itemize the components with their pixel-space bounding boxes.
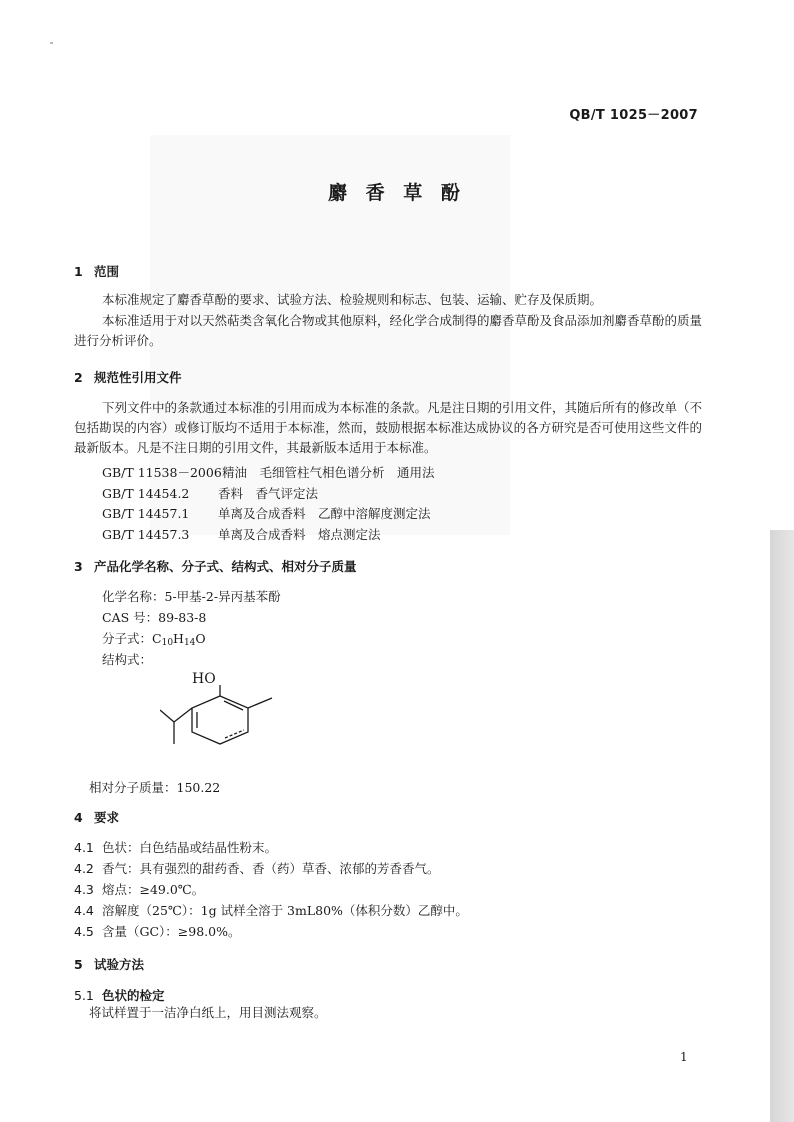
section-number: 5 <box>74 957 83 972</box>
requirement-item <box>74 838 277 856</box>
requirement-item <box>74 880 204 898</box>
requirement-number: 4.3 <box>74 882 94 897</box>
requirement-text: 含量（GC）：≥98.0%。 <box>102 924 241 939</box>
isopropyl-bond <box>174 708 192 722</box>
requirement-text: 香气：具有强烈的甜药香、香（药）草香、浓郁的芳香香气。 <box>102 861 440 876</box>
molecular-mass: 相对分子质量：150.22 <box>89 780 221 795</box>
reference-code: GB/T 14457.3 <box>102 527 190 542</box>
reference-name: 单离及合成香料 乙醇中溶解度测定法 <box>218 506 431 521</box>
document-title: 麝 香 草 酚 <box>328 182 466 204</box>
double-bond-bottom <box>225 730 244 738</box>
structure-label: 结构式： <box>102 652 153 667</box>
section-number: 3 <box>74 559 83 574</box>
hydroxyl-label: HO <box>192 671 216 687</box>
reference-item <box>102 463 435 481</box>
section-5-heading <box>74 955 144 973</box>
formula-c-subscript: 10 <box>161 638 174 648</box>
section-1-heading <box>74 262 119 280</box>
formula-h-subscript: 14 <box>183 638 196 648</box>
requirement-number: 4.5 <box>74 924 94 939</box>
section-number: 1 <box>74 264 83 279</box>
scan-speck <box>50 42 53 44</box>
section-3-heading <box>74 557 357 575</box>
reference-name: 精油 毛细管柱气相色谱分析 通用法 <box>222 465 435 480</box>
formula-o: O <box>195 631 206 646</box>
reference-code: GB/T 14457.1 <box>102 506 190 521</box>
references-intro: 下列文件中的条款通过本标准的引用而成为本标准的条款。凡是注日期的引用文件，其随后所有的修改单（不包括勘误的内容）或修订版均不适用于本标准，然而，鼓励根据本标准达成协议的各方研究是否可使用这些文件的最新版本。凡是不注日期的引用文件，其最新版本适用于本标准。 <box>74 400 703 455</box>
requirement-item <box>74 922 240 940</box>
subsection-number: 5.1 <box>74 988 94 1003</box>
requirement-text: 熔点：≥49.0℃。 <box>102 882 205 897</box>
cas-number: CAS 号：89-83-8 <box>102 610 207 625</box>
reference-name: 香料 香气评定法 <box>218 486 319 501</box>
scope-paragraph-1: 本标准规定了麝香草酚的要求、试验方法、检验规则和标志、包装、运输、贮存及保质期。 <box>102 292 603 307</box>
requirement-item <box>74 859 440 877</box>
requirement-item <box>74 901 468 919</box>
reference-code: GB/T 14454.2 <box>102 486 190 501</box>
subsection-5-1-heading <box>74 986 165 1004</box>
section-title: 规范性引用文件 <box>94 370 182 385</box>
requirement-number: 4.2 <box>74 861 94 876</box>
color-test-text: 将试样置于一洁净白纸上，用目测法观察。 <box>89 1005 327 1020</box>
scan-edge <box>770 530 794 1122</box>
reference-name: 单离及合成香料 熔点测定法 <box>218 527 381 542</box>
requirement-text: 色状：白色结晶或结晶性粉末。 <box>102 840 278 855</box>
section-title: 产品化学名称、分子式、结构式、相对分子质量 <box>94 559 357 574</box>
requirement-number: 4.4 <box>74 903 94 918</box>
section-4-heading <box>74 808 119 826</box>
reference-item <box>102 525 381 543</box>
section-title: 试验方法 <box>94 957 145 972</box>
subsection-title: 色状的检定 <box>102 988 165 1003</box>
formula-h: H <box>173 631 184 646</box>
reference-item <box>102 504 431 522</box>
formula-label: 分子式： <box>102 631 153 646</box>
scope-paragraph-2: 本标准适用于对以天然萜类含氧化合物或其他原料，经化学合成制得的麝香草酚及食品添加剂麝香草酚的质量进行分析评价。 <box>74 313 703 348</box>
section-2-heading <box>74 368 182 386</box>
chemical-name: 化学名称：5-甲基-2-异丙基苯酚 <box>102 589 281 604</box>
section-title: 要求 <box>94 810 120 825</box>
ring-outline <box>192 696 248 744</box>
section-title: 范围 <box>94 264 120 279</box>
requirement-number: 4.1 <box>74 840 94 855</box>
benzene-ring <box>160 685 272 744</box>
isopropyl-branch-1 <box>160 710 174 722</box>
reference-item <box>102 484 318 502</box>
standard-number: QB/T 1025－2007 <box>569 108 698 123</box>
structural-formula <box>160 668 310 758</box>
formula-c: C <box>152 631 162 646</box>
section-number: 2 <box>74 370 83 385</box>
requirement-text: 溶解度（25℃）：1g 试样全溶于 3mL80%（体积分数）乙醇中。 <box>102 903 468 918</box>
page-number: 1 <box>680 1050 688 1064</box>
section-number: 4 <box>74 810 83 825</box>
reference-code: GB/T 11538－2006 <box>102 465 222 480</box>
molecular-formula <box>102 629 206 648</box>
methyl-bond <box>248 698 272 708</box>
